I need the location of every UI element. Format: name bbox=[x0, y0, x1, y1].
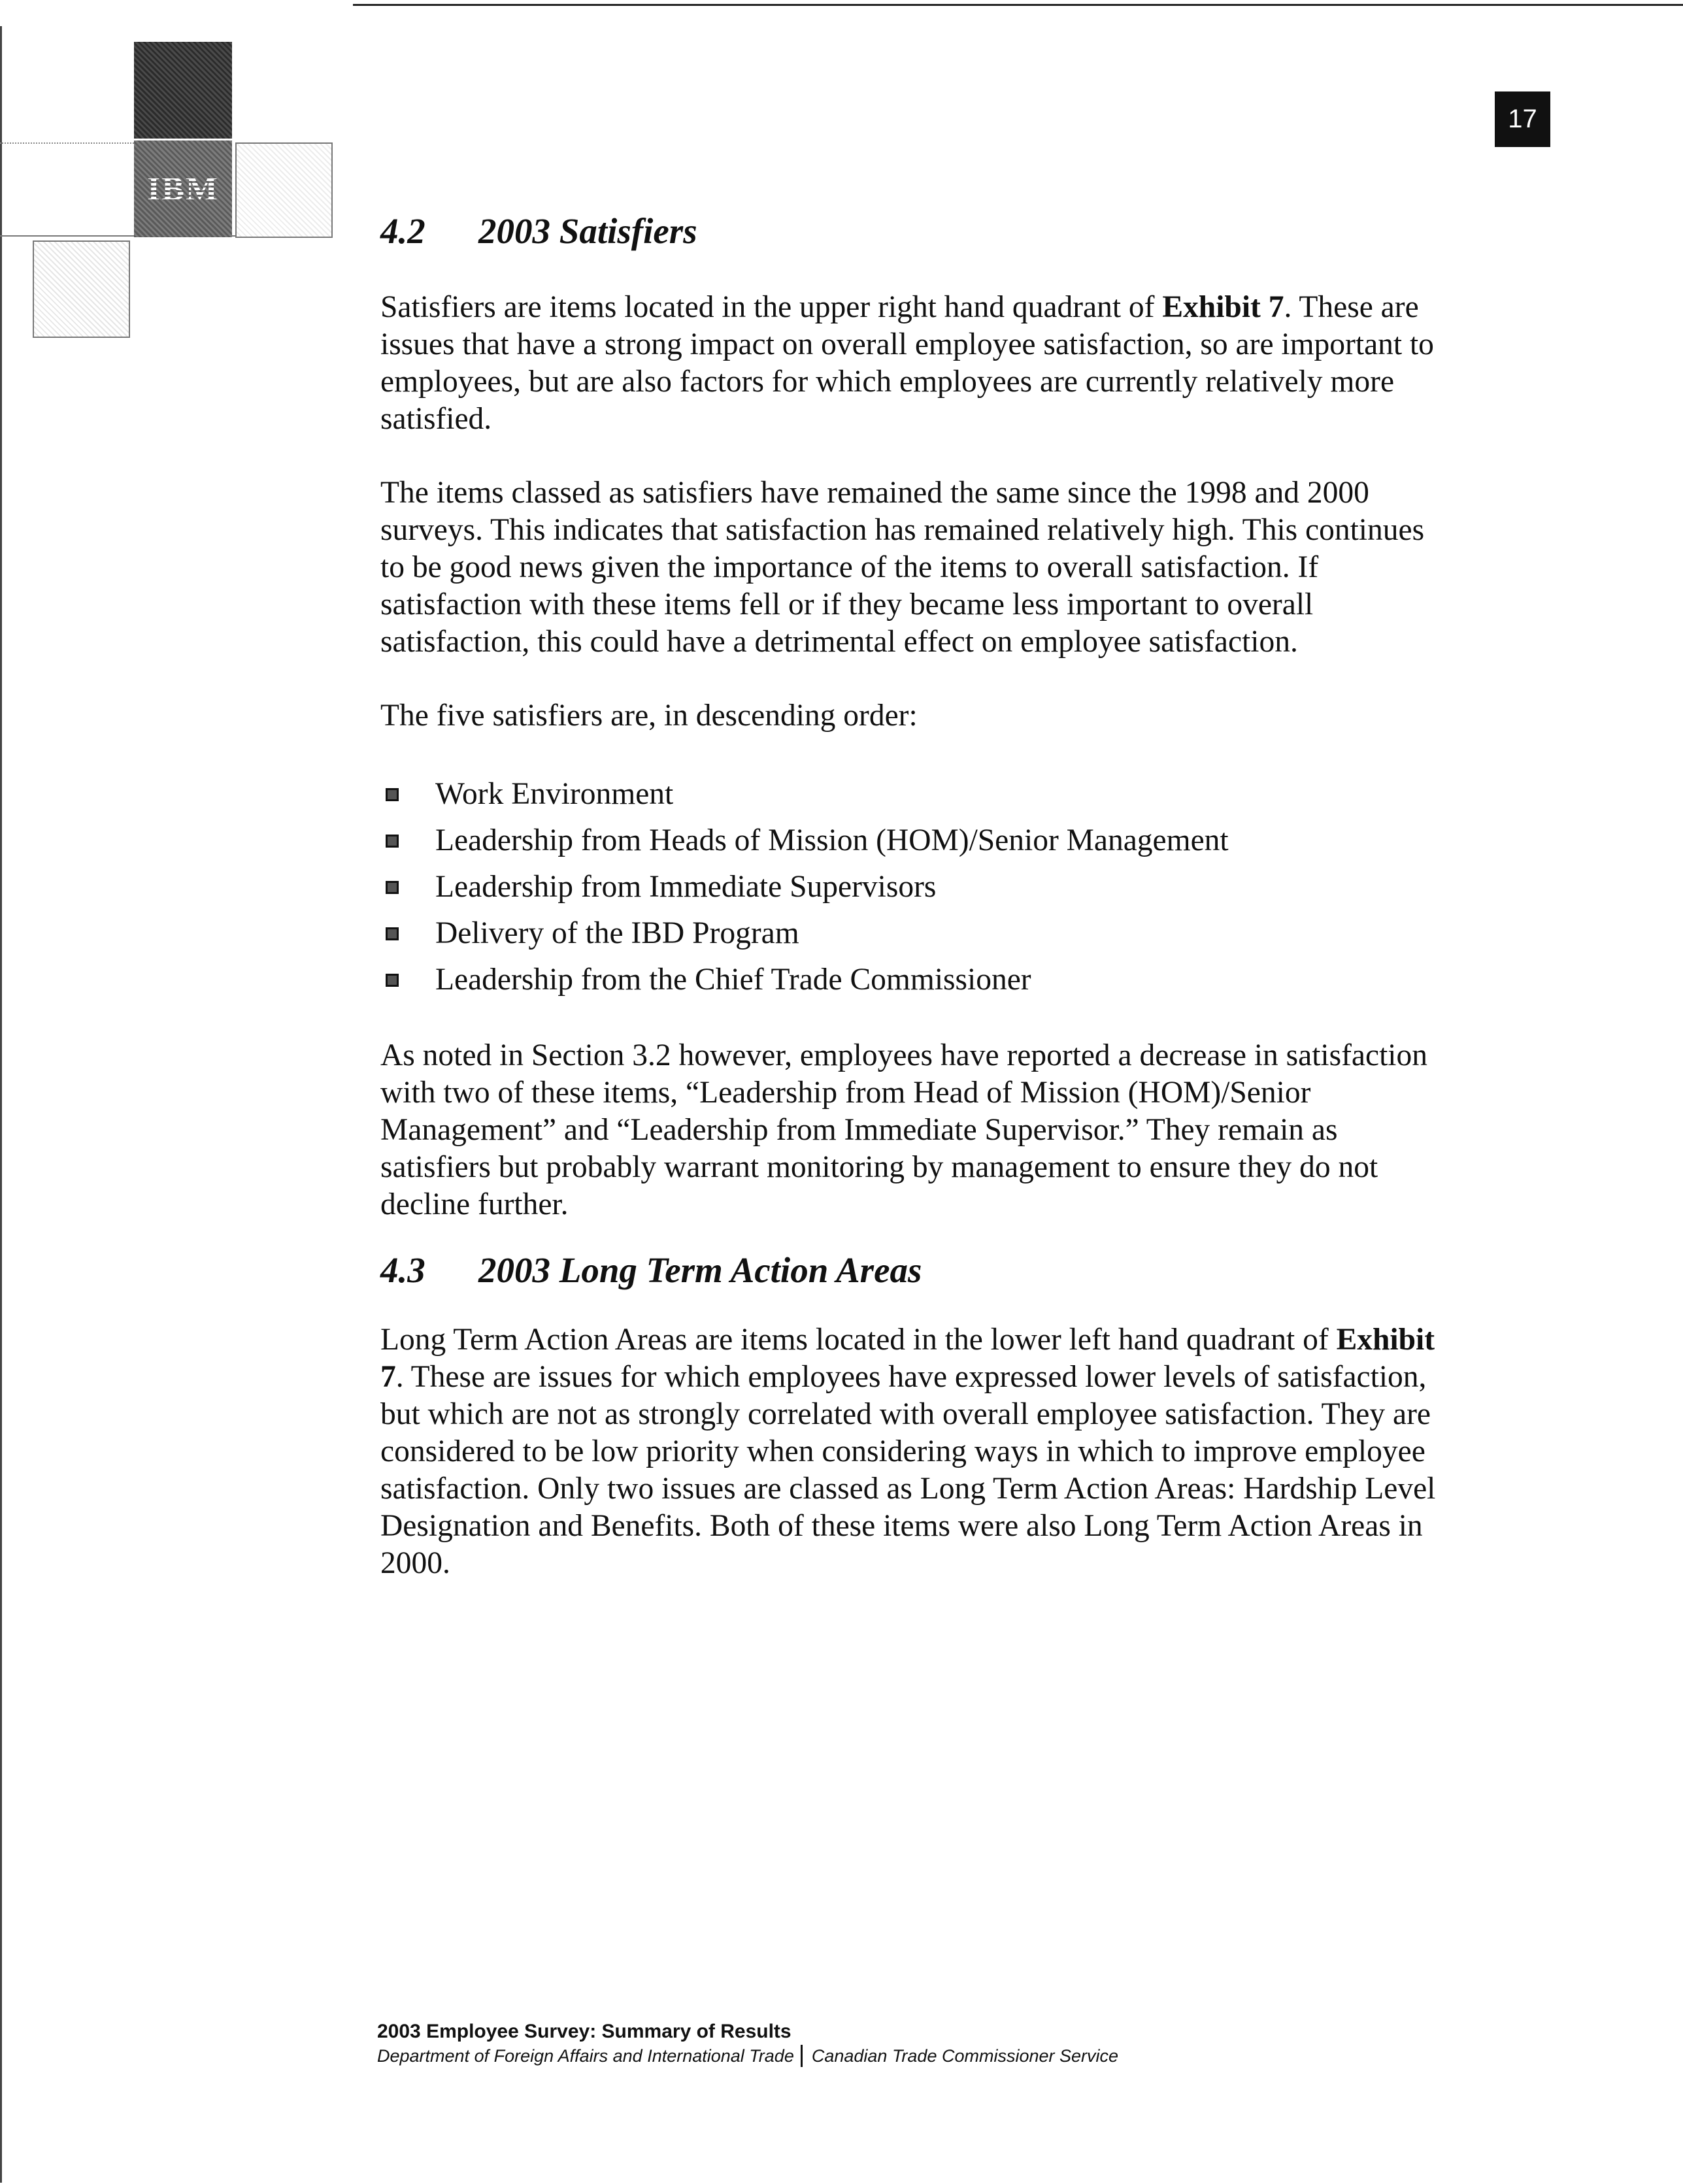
paragraph-text: . These are issues that have a strong impact on overall employee satisfaction, so are important to employees, but are also factors for which employees are currently relatively more satisfied. bbox=[380, 290, 1434, 436]
square-bullet-icon bbox=[386, 881, 399, 894]
top-rule bbox=[353, 4, 1683, 6]
paragraph bbox=[380, 289, 1439, 438]
section-heading-4-3 bbox=[380, 1247, 1439, 1294]
paragraph bbox=[380, 1321, 1439, 1582]
ibm-logo-text: IBM bbox=[147, 170, 219, 208]
logo-block-dark bbox=[134, 42, 232, 139]
exhibit-reference: Exhibit 7 bbox=[380, 1323, 1435, 1394]
list-item-text: Delivery of the IBD Program bbox=[435, 916, 799, 950]
footer-title: 2003 Employee Survey: Summary of Results bbox=[377, 2021, 792, 2042]
footer-department: Department of Foreign Affairs and International Trade bbox=[377, 2046, 794, 2066]
footer-subtitle bbox=[377, 2044, 1118, 2068]
list-item bbox=[380, 771, 1439, 818]
page-footer bbox=[377, 2019, 1118, 2068]
list-item bbox=[380, 957, 1439, 1003]
list-item-text: Leadership from the Chief Trade Commissioner bbox=[435, 963, 1031, 997]
square-bullet-icon bbox=[386, 927, 399, 940]
paragraph-text: Long Term Action Areas are items located in the lower left hand quadrant of bbox=[380, 1323, 1337, 1357]
list-item bbox=[380, 910, 1439, 957]
paragraph: As noted in Section 3.2 however, employees have reported a decrease in satisfaction with two of these items, “Leadership from Head of Mission (HOM)/Senior Management” and “Leadership from Immediate Supervisor.” They remain as satisfiers but probably warrant monitoring by management to ensure they do not decline further. bbox=[380, 1038, 1427, 1221]
main-content bbox=[380, 208, 1439, 1582]
list-item-text: Work Environment bbox=[435, 777, 674, 811]
section-title: 2003 Satisfiers bbox=[478, 211, 697, 251]
list-item-text: Leadership from Heads of Mission (HOM)/Senior Management bbox=[435, 823, 1229, 857]
satisfiers-list bbox=[380, 771, 1439, 1003]
paragraph-text: . These are issues for which employees have expressed lower levels of satisfaction, but which are not as strongly correlated with overall employee satisfaction. They are considered to be low priority when considering ways in which to improve employee satisfaction. Only two issues are classed as Long Term Action Areas: Hardship Level Designation and Benefits. Both of these items were also Long Term Action Areas in 2000. bbox=[380, 1360, 1436, 1580]
paragraph: The items classed as satisfiers have remained the same since the 1998 and 2000 surveys. This indicates that satisfaction has remained relatively high. This continues to be good news given the importance of the items to overall satisfaction. If satisfaction with these items fell or if they became less important to overall satisfaction, this could have a detrimental effect on employee satisfaction. bbox=[380, 476, 1425, 659]
logo-block-light-left bbox=[33, 240, 130, 338]
paragraph-text: Satisfiers are items located in the upper right hand quadrant of bbox=[380, 290, 1163, 324]
square-bullet-icon bbox=[386, 788, 399, 801]
exhibit-reference: Exhibit 7 bbox=[1162, 290, 1284, 324]
list-item bbox=[380, 818, 1439, 864]
paragraph: The five satisfiers are, in descending order: bbox=[380, 699, 918, 733]
page-number-badge: 17 bbox=[1495, 91, 1550, 147]
section-heading-4-2 bbox=[380, 208, 1439, 255]
square-bullet-icon bbox=[386, 835, 399, 848]
section-number: 4.3 bbox=[380, 1250, 425, 1290]
section-title: 2003 Long Term Action Areas bbox=[478, 1250, 922, 1290]
page-left-edge bbox=[0, 26, 2, 2183]
list-item-text: Leadership from Immediate Supervisors bbox=[435, 870, 937, 904]
footer-service: Canadian Trade Commissioner Service bbox=[811, 2046, 1119, 2066]
footer-separator bbox=[801, 2045, 803, 2067]
list-item bbox=[380, 864, 1439, 910]
ibm-logo bbox=[134, 141, 232, 237]
logo-dotted-line bbox=[0, 142, 134, 144]
square-bullet-icon bbox=[386, 974, 399, 987]
section-number: 4.2 bbox=[380, 211, 425, 251]
logo-block-light-right bbox=[235, 142, 333, 238]
